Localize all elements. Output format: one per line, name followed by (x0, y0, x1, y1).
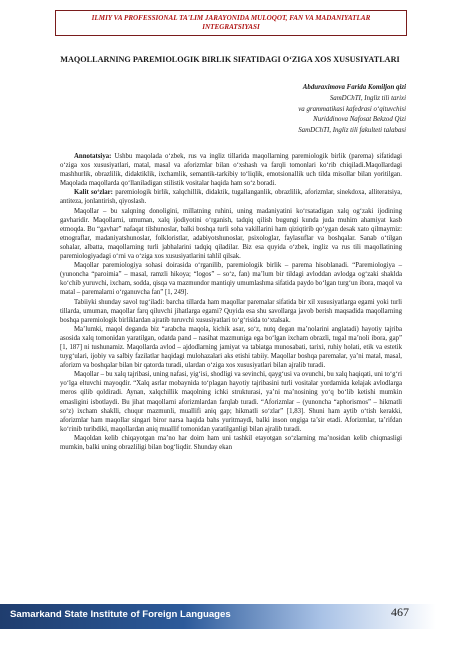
abstract-label: Annotatsiya: (74, 153, 112, 160)
article-title: MAQOLLARNING PAREMIOLOGIK BIRLIK SIFATIDAGI O‘ZIGA XOS XUSUSIYATLARI (60, 55, 400, 64)
institution-label: Samarkand State Institute of Foreign Languages (10, 609, 231, 620)
keywords-paragraph (60, 188, 402, 206)
body-paragraph: Maqollar – bu xalq tajribasi, uning nafasi, yig‘isi, shodligi va sevinchi, qayg‘usi va ovunchi, bu xalq haqiqati, uni to‘g‘ri yo‘lga eltuvchi mayoqdir. “Xalq asrlar mobaynida to‘plagan hayotiy tajribasini turli vositalar yordamida kelajak avlodlarga meros qilib qoldiradi. Aynan, xalqchillik maqolning ichki strukturasi, ya’ni ma’nosining yo‘q bo‘lib ketishi mumkin emasligini isbotlaydi. Bu jihat maqollarni aforizmlardan farqlab turadi. “Aforizmlar – (yunoncha “aphorismos” – hikmatli so‘z) ixcham shaklli, chuqur mazmunli, muallifi aniq gap; hikmatli so‘zlar” [1,83]. Shuni ham aytib o‘tish kerakki, aforizmlar ham maqollar singari biror narsa haqida bahs yuritmaydi, balki inson ongiga ta’sir etadi. Aforizmlar, ta’rifdan ko‘rinib turibdiki, maqollardan aniq muallif tomonidan yaratilganligi bilan ajralib turadi. (60, 371, 402, 433)
body-paragraph: Tabiiyki shunday savol tug‘iladi: barcha tillarda ham maqollar paremalar sifatida bir xil xususiyatlarga egami yoki turli tillarda, umuman, maqollar farq qiluvchi jihatlarga egami? Quyida esa shu savollarga javob berish maqsadida maqollarning boshqa paremiologik birliklardan ajratib turuvchi xususiyatlari to‘g‘risida to‘xtalsak. (60, 298, 402, 324)
keywords-text: paremiologik birlik, xalqchillik, didaktik, tugallanganlik, obrazlilik, aforizmlar, sinekdoxa, alliteratsiya, antiteza, jonlantirish, qiyoslash. (60, 189, 402, 206)
author-block (298, 83, 406, 137)
coauthor-affiliation: SamDChTI, Ingliz tili fakulteti talabasi (298, 127, 406, 135)
article-body (60, 152, 402, 452)
body-paragraph: Maqoldan kelib chiqayotgan ma’no har doim ham uni tashkil etayotgan so‘zlarning ma’nosidan kelib chiqmasligi mumkin, balki uning obrazliligi bilan bog‘liqdir. Shunday ekan (60, 434, 402, 451)
keywords-label: Kalit so‘zlar: (74, 189, 113, 197)
body-paragraph: Maqollar – bu xalqning donoligini, millatning ruhini, uning madaniyatini ko‘rsatadigan xalq og‘zaki ijodining gavharidir. Maqollarni, umuman, xalq ijodiyotini o‘rganish, tadqiq qilish bugungi kunda juda muhim ahamiyat kasb etmoqda. Bu “gavhar” nafaqat tilshunoslar, balki boshqa turli soha vakillarini ham qiziqtirib qo‘ygan desak xato qilmaymiz: etnograflar, madaniyatshunoslar, folkloristlar, adabiyotshunoslar, psixologlar, faylasuflar va boshqalar. Sanab o‘tilgan sohalar, albatta, maqollarning turli jabhalarini tadqiq qiladilar. Biz esa quyida o‘zbek, ingliz va rus tili maqollatining paremiologiyadagi o‘rni va o‘ziga xos xususiyatlarini tahlil qilsak. (60, 207, 402, 261)
journal-header-line-1: ILMIY VA PROFESSIONAL TA'LIM JARAYONIDA MULOQOT, FAN VA MADANIYATLAR (91, 14, 371, 22)
journal-header (55, 10, 407, 36)
abstract-text: Ushbu maqolada o‘zbek, rus va ingliz tillarida maqollarning paremiologik birlik (parema) sifatidagi o‘ziga xos xususiyatlari, matal, masal va aforizmlar bilan o‘xshash va farqli tomonlari ko‘rib chiqiladi.Maqollardagi mashhurlik, obrazlilik, didaktiklik, ixchamlik, semantik-tarkibiy to‘liqlik, emotsionallik uch tilda misollar bilan yoritilgan. Maqolada maqollarda qo‘llaniladigan stilistik vositalar haqida ham so‘z boradi. (60, 153, 402, 188)
author-affiliation-2: va grammatikasi kafedrasi o‘qituvchisi (298, 105, 406, 113)
author-name: Abduraximova Farida Komiljon qizi (302, 84, 406, 91)
abstract-paragraph (60, 152, 402, 188)
page-number: 467 (391, 605, 409, 619)
body-paragraph: Maqollar paremiologiya sohasi doirasida o‘rganilib, paremiologik birlik – parema hisoblanadi. “Paremiologiya – (yunoncha “paroimia” – masal, ramzli hikoya; “logos” – so‘z, fan) ma’lum bir tildagi avloddan avlodga og‘zaki shaklda ko‘chib yuruvchi, ixcham, sodda, qisqa va mazmundor mantiqiy umumlashma sifatida paydo bo‘lgan turg‘un ibora, maqol va matal – paremalarni o‘rganuvcha fan” [1, 249]. (60, 262, 402, 297)
author-affiliation: SamDChTI, Ingliz tili tarixi (329, 94, 406, 102)
journal-header-line-2: INTEGRATSIYASI (202, 23, 260, 31)
body-paragraph: Ma’lumki, maqol deganda biz “arabcha maqola, kichik asar, so‘z, nutq degan ma’nolarini anglatadi) hayotiy tajriba asosida xalq tomonidan yaratilgan, odatda pand – nasihat mazmuniga ega bo‘lgan ixcham obrazli, tugal ma’noli ibora, gap” [1, 187] ni tushunamiz. Maqollarda avlod – ajdodlarning jamiyat va tabiatga munosabati, tarixi, ruhiy holati, etik va estetik tuyg‘ulari, ijobiy va salbiy fazilatlar haqidagi mulohazalari aks etishi tabiiy. Maqollar boshqa paremalar, ya’ni matal, masal, aforizm va boshqalar bilan bir qatorda turadi, ulardan o‘ziga xos xususiyatlari bilan ajralib turadi. (60, 325, 402, 370)
coauthor-name: Nuriddinova Nafosat Bekzod Qizi (313, 116, 406, 124)
